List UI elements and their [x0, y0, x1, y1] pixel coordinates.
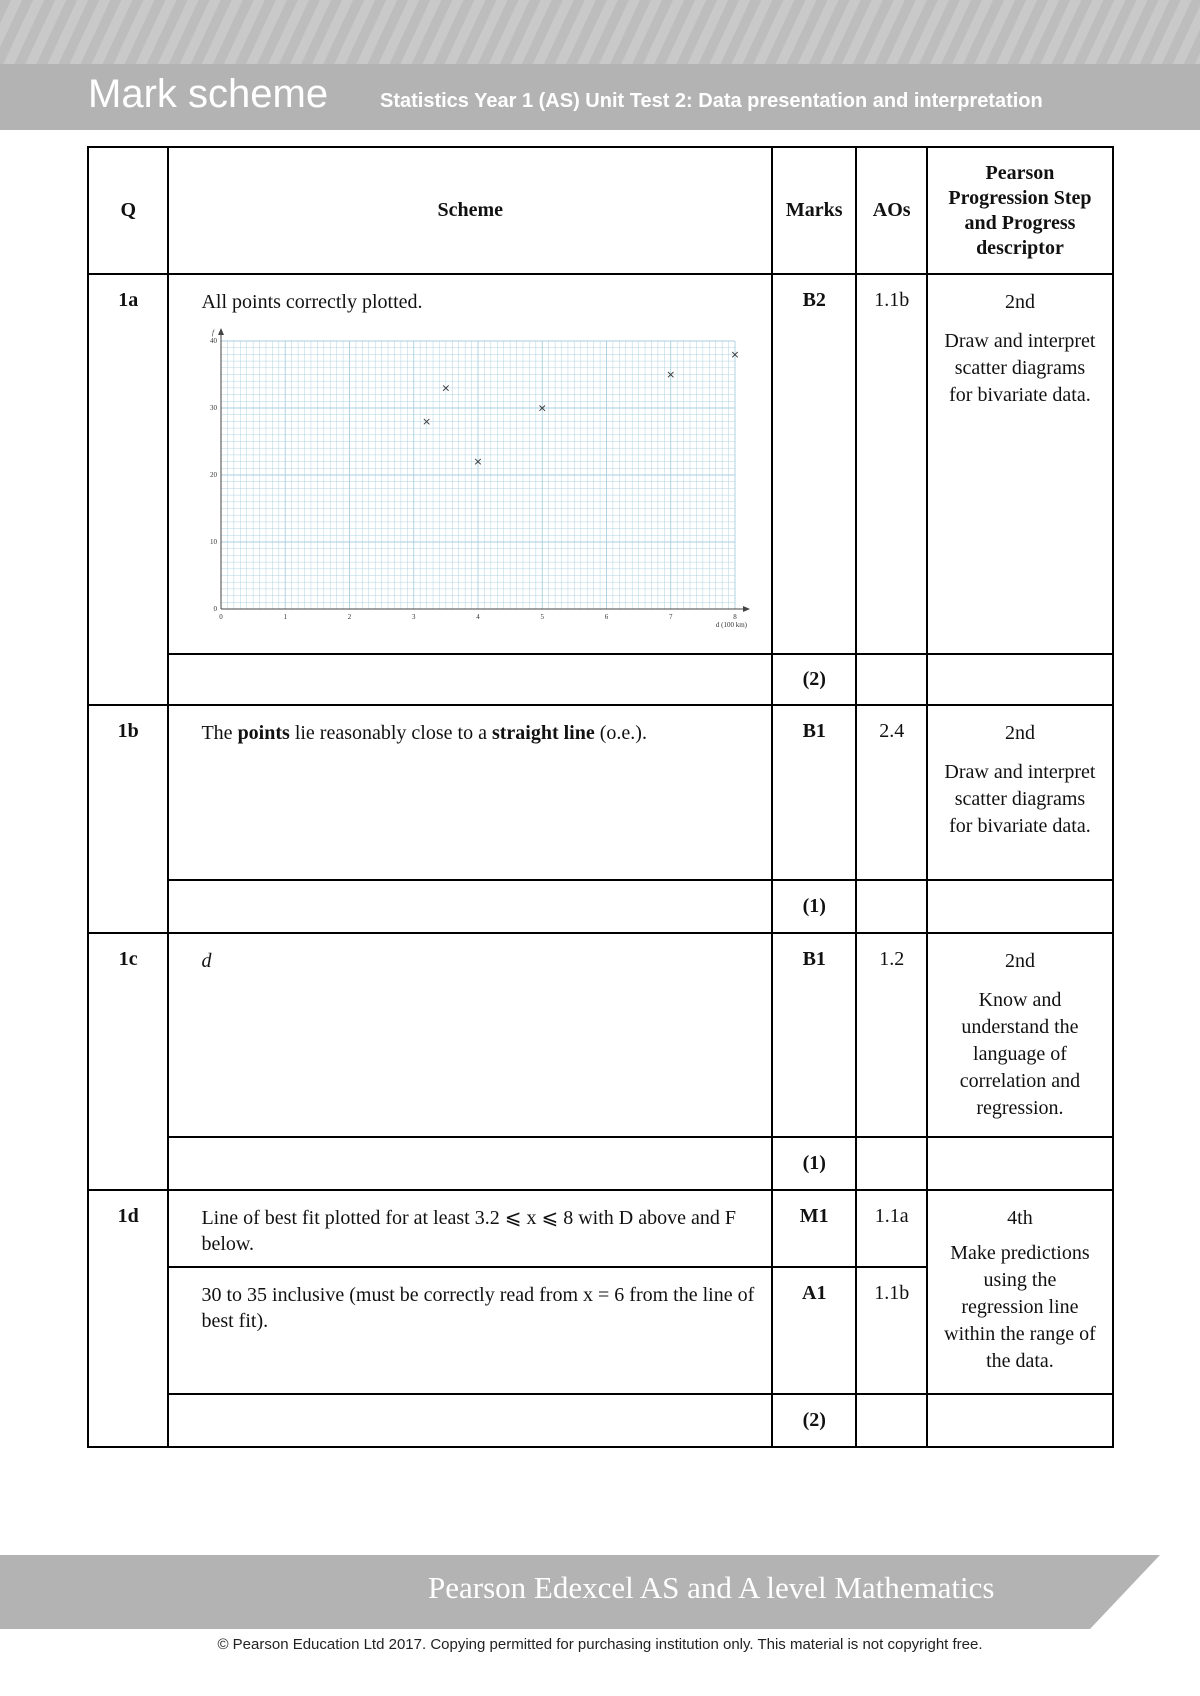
y-axis-label: f [212, 329, 215, 337]
col-header-q: Q [88, 147, 168, 274]
y-axis-arrow [218, 328, 224, 335]
ao-1a: 1.1b [856, 274, 926, 654]
step-1c: 2nd [1004, 950, 1035, 972]
marks-1c: B1 [772, 933, 856, 1137]
x-tick-label: 1 [283, 613, 288, 621]
data-point: × [422, 414, 432, 428]
row-1a [88, 274, 1113, 654]
data-point: × [666, 368, 676, 381]
ao-1d-m1: 1.1a [856, 1190, 926, 1267]
q-label-1b: 1b [88, 705, 168, 933]
data-point: × [730, 347, 741, 361]
progress-1a [927, 274, 1113, 654]
y-tick-label: 20 [210, 471, 218, 479]
x-tick-label: 3 [412, 613, 416, 621]
x-tick-label: 2 [348, 613, 352, 621]
scheme-1c-text: d [201, 950, 212, 972]
copyright-notice: © Pearson Education Ltd 2017. Copying permitted for purchasing institution only. This material is not copyright free. [217, 1636, 983, 1653]
header-band [0, 0, 1200, 130]
col-header-marks: Marks [772, 147, 856, 274]
row-1b [88, 705, 1113, 880]
scheme-1a [168, 274, 772, 654]
q-label-1d: 1d [88, 1190, 168, 1447]
step-1a: 2nd [1004, 291, 1035, 313]
marks-1b: B1 [772, 705, 856, 880]
scheme-1d-line2: 30 to 35 inclusive (must be correctly read from x = 6 from the line of best fit). [168, 1267, 772, 1394]
y-tick-label: 0 [213, 605, 218, 613]
footer-brand: Pearson Edexcel AS and A level Mathematics [428, 1570, 995, 1605]
data-point: × [473, 455, 484, 469]
row-1c [88, 933, 1113, 1137]
marks-1d-m1: M1 [772, 1190, 856, 1267]
progress-1d [927, 1190, 1113, 1394]
y-tick-label: 30 [210, 404, 218, 412]
scheme-1d-line1: Line of best fit plotted for at least 3.2 ⩽ x ⩽ 8 with D above and F below. [168, 1190, 772, 1267]
descriptor-1c: Know and understand the language of correlation and regression. [959, 989, 1081, 1119]
scheme-1b [168, 705, 772, 880]
step-1b: 2nd [1004, 722, 1035, 744]
y-tick-label: 10 [210, 538, 218, 546]
page-title: Mark scheme [88, 72, 329, 116]
total-1a: (2) [772, 654, 856, 705]
progress-1c [927, 933, 1113, 1137]
descriptor-1d: Make predictions using the regression line within the range of the data. [944, 1242, 1096, 1372]
x-tick-label: 6 [605, 613, 609, 621]
total-1d: (2) [772, 1394, 856, 1447]
q-label-1c: 1c [88, 933, 168, 1190]
row-1c-total [88, 1137, 1113, 1190]
row-1a-total [88, 654, 1113, 705]
x-tick-label: 5 [540, 613, 545, 621]
progress-1b [927, 705, 1113, 880]
step-1d: 4th [1007, 1207, 1033, 1229]
x-axis-label: d (100 km) [716, 621, 748, 629]
scheme-1b-bold-points: points [237, 722, 290, 744]
q-label-1a: 1a [88, 274, 168, 705]
marks-1d-a1: A1 [772, 1267, 856, 1394]
ao-1c: 1.2 [856, 933, 926, 1137]
x-tick-label: 7 [669, 613, 673, 621]
descriptor-1b: Draw and interpret scatter diagrams for bivariate data. [944, 761, 1096, 837]
x-axis-arrow [743, 606, 750, 612]
x-tick-label: 0 [219, 613, 224, 621]
col-header-scheme: Scheme [168, 147, 772, 274]
descriptor-1a: Draw and interpret scatter diagrams for bivariate data. [944, 330, 1096, 406]
ao-1d-a1: 1.1b [856, 1267, 926, 1394]
scatter-chart [189, 321, 759, 639]
row-1b-total [88, 880, 1113, 933]
row-1d-m1 [88, 1190, 1113, 1267]
x-tick-label: 8 [733, 613, 738, 621]
ao-1b: 2.4 [856, 705, 926, 880]
total-1b: (1) [772, 880, 856, 933]
row-1d-total [88, 1394, 1113, 1447]
scheme-1c [168, 933, 772, 1137]
scheme-text-1a: All points correctly plotted. [201, 291, 423, 313]
col-header-progression: Pearson Progression Step and Progress descriptor [927, 147, 1113, 274]
scheme-1b-text-b: lie reasonably close to a [289, 722, 492, 744]
y-tick-label: 40 [210, 337, 218, 345]
x-tick-label: 4 [476, 613, 481, 621]
marks-1a: B2 [772, 274, 856, 654]
scheme-1b-text-a: The [201, 722, 238, 744]
header-row [88, 147, 1113, 274]
mark-scheme-table [87, 146, 1114, 1448]
data-point: × [538, 401, 548, 415]
scheme-1b-bold-line: straight line [491, 722, 595, 744]
scheme-1b-text-c: (o.e.). [594, 722, 647, 744]
col-header-aos: AOs [856, 147, 926, 274]
data-point: × [441, 381, 451, 395]
page-subtitle: Statistics Year 1 (AS) Unit Test 2: Data presentation and interpretation [380, 90, 1043, 112]
total-1c: (1) [772, 1137, 856, 1190]
